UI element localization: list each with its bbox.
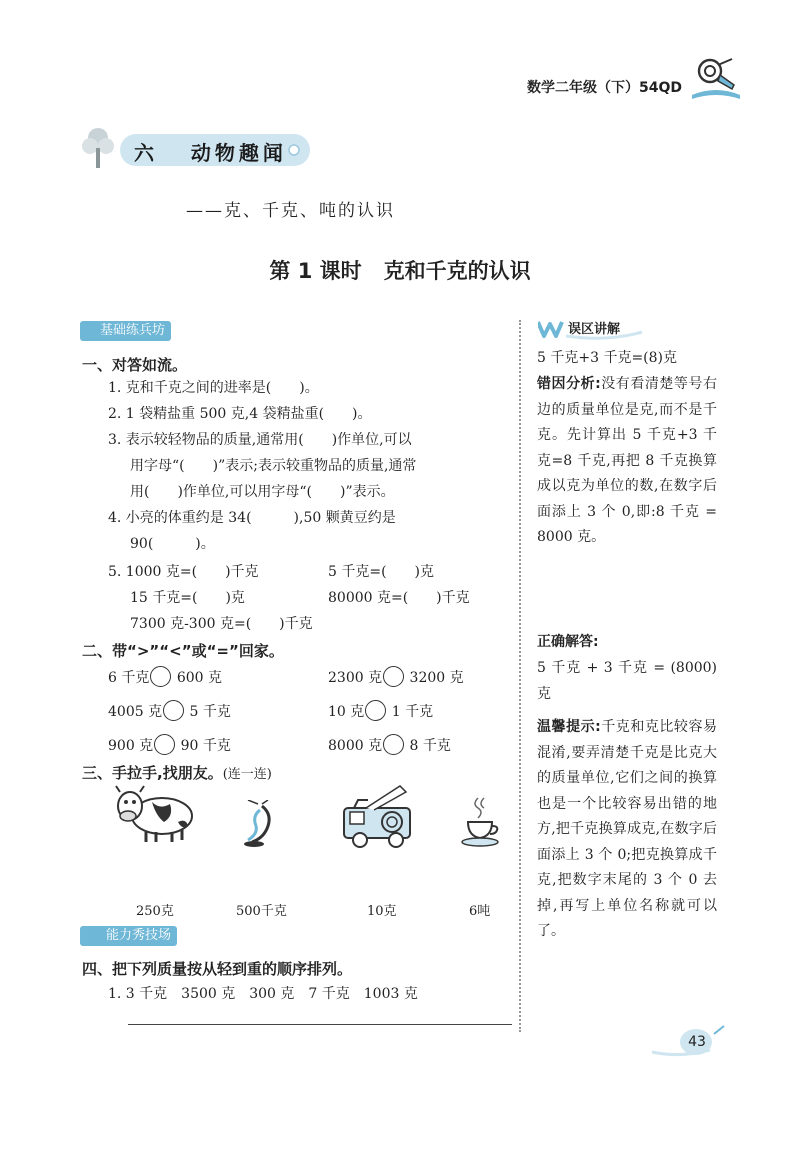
page-number: 43 [688,1034,706,1050]
q4-items: 1. 3 千克 3500 克 300 克 7 千克 1003 克 [108,986,418,1002]
q1-conversion: 5. 1000 克=( )千克 [108,564,259,580]
answer-line[interactable] [128,1024,512,1025]
weight-label[interactable]: 10克 [367,904,397,919]
q1-line: 4. 小亮的体重约是 34( ),50 颗黄豆约是 [108,510,396,526]
question-4-title: 四、把下列质量按从轻到重的顺序排列。 [82,960,353,978]
q1-conversion: 15 千克=( )克 [130,590,245,606]
tip-block: 温馨提示:千克和克比较容易混淆,要弄清楚千克是比克大的质量单位,它们之间的换算也是一个比较容易出错的地方,把千克换算成克,在数字后面添上 3 个 0;把克换算成千克,把数字末尾的 3 个 0 去掉,再写上单位名称就可以了。 [537,719,717,939]
compare-circle[interactable] [163,700,184,721]
weight-label[interactable]: 6吨 [469,904,491,919]
analysis-block: 错因分析:没有看清楚等号右边的质量单位是克,而不是千克。先计算出 5 千克+3 千克=8 千克,再把 8 千克换算成以克为单位的数,在数字后面添上 3 个 0,即:8 千克 = 8000 克。 [537,376,717,545]
compare-item: 8000 克 8 千克 [328,734,451,756]
compare-item: 10 克 1 千克 [328,700,433,722]
q1-line: 用字母“( )”表示;表示较重物品的质量,通常 [130,458,417,474]
lesson-title: 第 1 课时 克和千克的认识 [269,259,531,283]
tea-cup-picture[interactable] [458,796,504,850]
weight-label[interactable]: 500千克 [236,904,287,919]
unit-title: 六 动物趣闻 [134,141,287,165]
fire-truck-picture[interactable] [340,782,418,852]
question-3-title: 三、手拉手,找朋友。(连一连) [82,764,272,782]
book-snail-icon [688,55,744,109]
answer-text: 5 千克 + 3 千克 = (8000)克 [537,660,717,702]
compare-circle[interactable] [383,734,404,755]
compare-item: 900 克 90 千克 [108,734,231,756]
q1-line: 3. 表示较轻物品的质量,通常用( )作单位,可以 [108,432,412,448]
compare-item: 2300 克 3200 克 [328,666,464,688]
q1-conversion: 5 千克=( )克 [328,564,435,580]
q1-line: 90( )。 [130,536,215,552]
section-tag-basic: 基础练兵坊 [80,321,171,341]
compare-item: 4005 克 5 千克 [108,700,231,722]
answer-block: 正确解答: [537,634,599,650]
mistake-example: 5 千克+3 千克=(8)克 [537,350,678,366]
column-divider [519,320,521,1032]
book-title: 数学二年级（下）54QD [527,80,683,96]
question-1-title: 一、对答如流。 [82,356,188,374]
q1-line: 1. 克和千克之间的进率是( )。 [108,380,319,396]
section-tag-ability: 能力秀技场 [80,926,177,946]
q1-conversion: 7300 克-300 克=( )千克 [130,616,313,632]
compare-circle[interactable] [383,666,404,687]
unit-subtitle: ——克、千克、吨的认识 [186,201,395,221]
compare-circle[interactable] [365,700,386,721]
q1-conversion: 80000 克=( )千克 [328,590,470,606]
q1-line: 2. 1 袋精盐重 500 克,4 袋精盐重( )。 [108,406,372,422]
question-2-title: 二、带“>”“<”或“=”回家。 [82,642,284,660]
mistake-tag-label: 误区讲解 [568,322,621,337]
shrimp-picture[interactable] [238,800,278,848]
compare-item: 6 千克 600 克 [108,666,222,688]
weight-label[interactable]: 250克 [136,904,174,919]
compare-circle[interactable] [150,666,171,687]
tree-icon [82,128,114,168]
q1-line: 用( )作单位,可以用字母“( )”表示。 [130,484,395,500]
cow-picture[interactable] [112,782,198,844]
compare-circle[interactable] [154,734,175,755]
